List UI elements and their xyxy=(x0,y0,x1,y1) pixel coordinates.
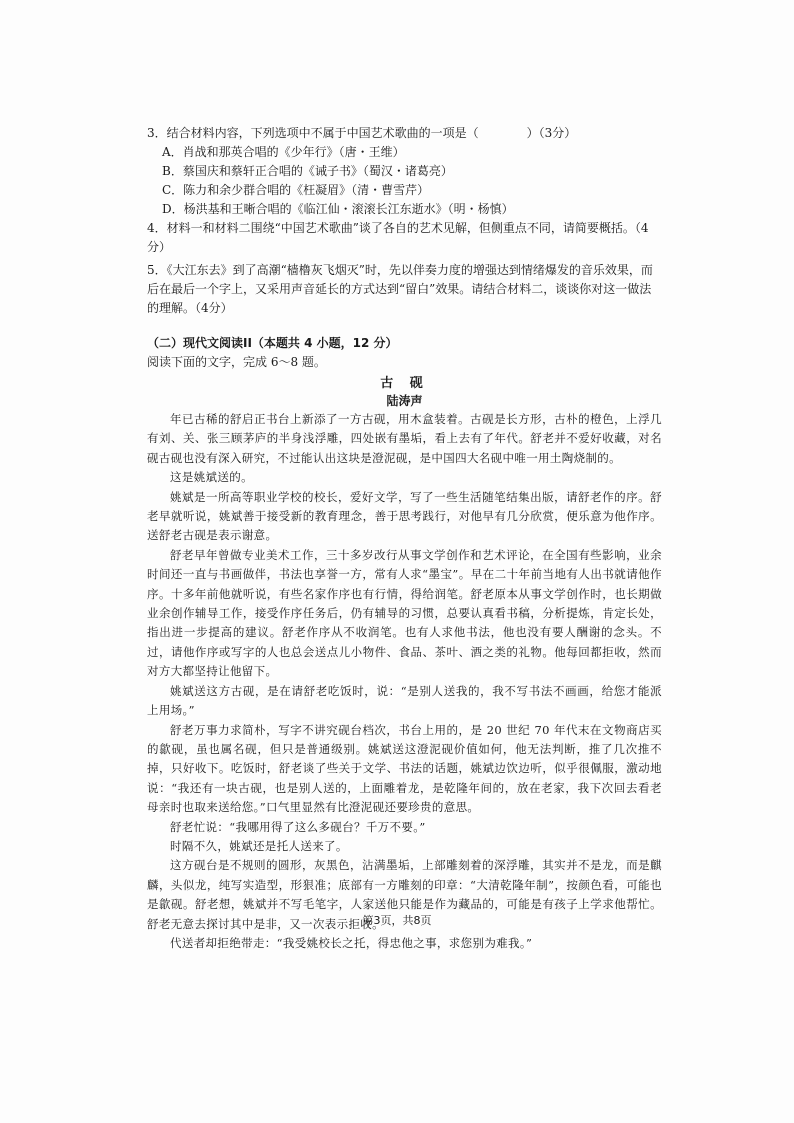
section-heading: （二）现代文阅读II（本题共 4 小题，12 分） xyxy=(147,336,398,350)
question-3 xyxy=(147,124,662,219)
question-5-stem: 5．《大江东去》到了高潮“樯橹灰飞烟灭”时，先以伴奏力度的增强达到情绪爆发的音乐效果，而后在最后一个字上，又采用声音延长的方式达到“留白”效果。请结合材料二，谈谈你对这一做法的理解。（4分） xyxy=(147,263,653,315)
page-content xyxy=(147,124,662,953)
article-body xyxy=(147,410,662,953)
page-footer: 第3页，共8页 xyxy=(362,914,432,927)
article-author: 陆涛声 xyxy=(386,394,423,408)
article-paragraph: 舒老早年曾做专业美术工作，三十多岁改行从事文学创作和艺术评论，在全国有些影响，业余时间还一直与书画做伴，书法也享誉一方，常有人求“墨宝”。早在二十年前当地有人出书就请他作序。十多年前他就听说，有些名家作序也有行情，得给润笔。舒老原本从事文学创作时，也长期做业余创作辅导工作，接受作序任务后，仍有辅导的习惯，总要认真看书稿，分析提炼，肯定长处，指出进一步提高的建议。舒老作序从不收润笔。也有人求他书法，他也没有要人酬谢的念头。不过，请他作序或写字的人也总会送点儿小物件、食品、茶叶、酒之类的礼物。他每回都拒收，然而对方大都坚持让他留下。 xyxy=(147,547,662,679)
question-5 xyxy=(147,261,662,318)
article-paragraph: 姚斌送这方古砚，是在请舒老吃饭时，说：“是别人送我的，我不写书法不画画，给您才能派上用场。” xyxy=(147,683,662,718)
article-paragraph: 时隔不久，姚斌还是托人送来了。 xyxy=(170,838,348,853)
question-4 xyxy=(147,219,662,257)
question-3-option-d: D．杨洪基和王晰合唱的《临江仙・滚滚长江东逝水》（明・杨慎） xyxy=(162,202,514,216)
article-title: 古 砚 xyxy=(380,376,429,391)
question-3-stem: 3．结合材料内容，下列选项中不属于中国艺术歌曲的一项是（ ）（3分） xyxy=(147,126,577,140)
question-3-option-b: B．蔡国庆和蔡轩正合唱的《诫子书》（蜀汉・诸葛亮） xyxy=(162,164,453,178)
question-4-stem: 4．材料一和材料二围绕“中国艺术歌曲”谈了各自的艺术见解，但侧重点不同，请简要概括。（4分） xyxy=(147,221,649,254)
article-paragraph: 代送者却拒绝带走：“我受姚校长之托，得忠他之事，求您别为难我。” xyxy=(170,935,533,950)
article-paragraph: 年已古稀的舒启正书台上新添了一方古砚，用木盒装着。古砚是长方形，古朴的橙色，上浮几有刘、关、张三顾茅庐的半身浅浮雕，四处嵌有墨垢，看上去有了年代。舒老并不爱好收藏，对名砚古砚也没有深入研究，不过能认出这块是澄泥砚，是中国四大名砚中唯一用土陶烧制的。 xyxy=(147,412,662,465)
question-3-option-a: A．肖战和那英合唱的《少年行》（唐・王维） xyxy=(162,145,405,159)
reading-instruction: 阅读下面的文字，完成 6～8 题。 xyxy=(147,355,326,369)
article-paragraph: 舒老万事力求简朴，写字不讲究砚台档次，书台上用的，是 20 世纪 70 年代末在文物商店买的歙砚，虽也属名砚，但只是普通级别。姚斌送这澄泥砚价值如何，他无法判断，推了几次推不掉，只好收下。吃饭时，舒老谈了些关于文学、书法的话题，姚斌边饮边听，似乎很佩服，激动地说：“我还有一块古砚，也是别人送的，上面雕着龙，是乾隆年间的，放在老家，我下次回去看老母亲时也取来送给您。”口气里显然有比澄泥砚还要珍贵的意思。 xyxy=(147,722,662,815)
question-3-option-c: C．陈力和余少群合唱的《枉凝眉》（清・曹雪芹） xyxy=(162,183,430,197)
article-paragraph: 这是姚斌送的。 xyxy=(170,470,253,485)
article-paragraph: 舒老忙说：“我哪用得了这么多砚台？千万不要。” xyxy=(170,819,426,834)
article-paragraph: 这方砚台是不规则的圆形，灰黑色，沾满墨垢，上部雕刻着的深浮雕，其实并不是龙，而是麒麟，头似龙，纯写实造型，形狠准；底部有一方雕刻的印章：“大清乾隆年制”，按颜色看，可能也是歙砚。舒老想，姚斌并不写毛笔字，人家送他只能是作为藏品的，可能是有孩子上学求他帮忙。舒老无意去探讨其中是非，又一次表示拒收。 xyxy=(147,858,662,931)
article-paragraph: 姚斌是一所高等职业学校的校长，爱好文学，写了一些生活随笔结集出版，请舒老作的序。舒老早就听说，姚斌善于接受新的教育理念，善于思考践行，对他早有几分欣赏，便乐意为他作序。送舒老古砚是表示谢意。 xyxy=(147,489,662,543)
